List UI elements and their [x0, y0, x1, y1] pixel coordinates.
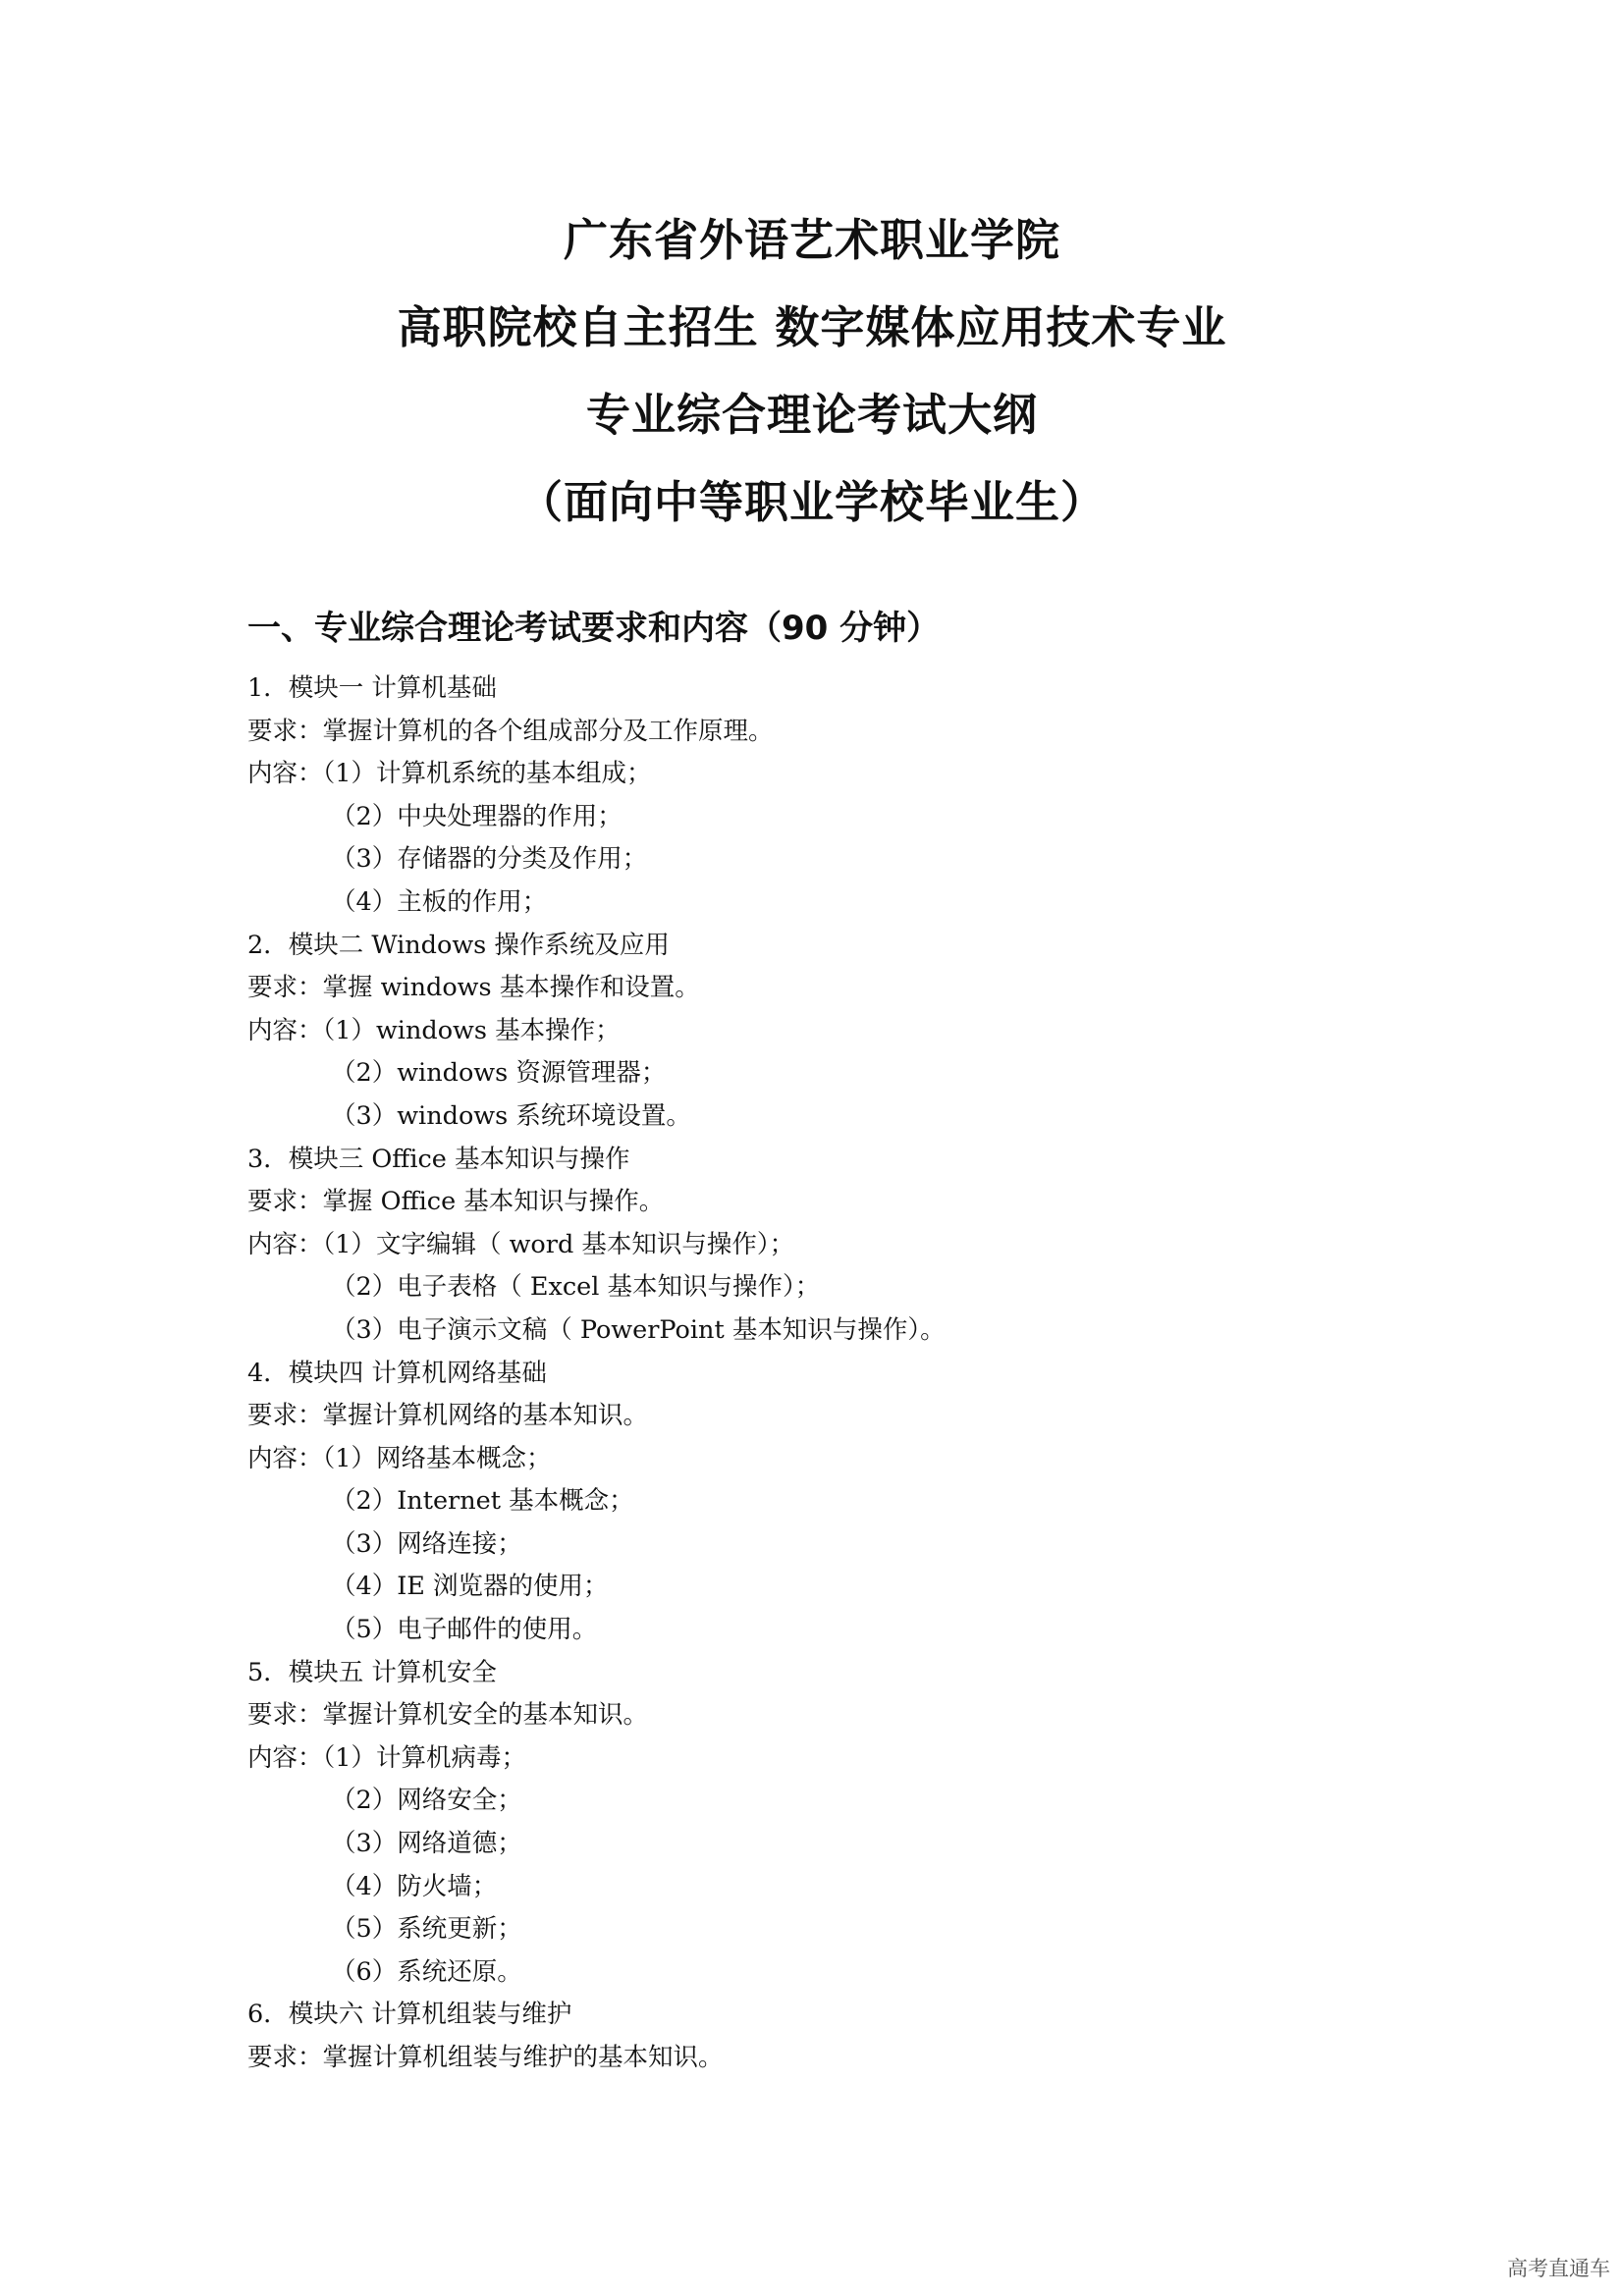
module-content-item: （5）电子邮件的使用。	[331, 1615, 598, 1645]
module-title: 4．模块四 计算机网络基础	[247, 1358, 547, 1388]
module-content-item: （4）防火墙；	[331, 1871, 498, 1901]
module-content-item: （2）windows 资源管理器；	[331, 1058, 667, 1089]
module-content-item: （3）电子演示文稿（ PowerPoint 基本知识与操作）。	[331, 1314, 946, 1345]
module-content-item: 内容：（1）windows 基本操作；	[247, 1015, 621, 1045]
module-requirement: 要求：掌握计算机的各个组成部分及工作原理。	[247, 716, 774, 746]
title-line-program: 高职院校自主招生 数字媒体应用技术专业	[397, 301, 1227, 353]
title-line-school: 广东省外语艺术职业学院	[563, 214, 1060, 266]
document-title	[0, 196, 1624, 546]
module-requirement: 要求：掌握计算机组装与维护的基本知识。	[247, 2043, 724, 2072]
module-content-item: （3）windows 系统环境设置。	[331, 1100, 691, 1131]
module-content-item: （4）IE 浏览器的使用；	[331, 1572, 609, 1602]
watermark-text: 高考直通车	[1507, 2257, 1610, 2280]
module-content-item: （4）主板的作用；	[331, 886, 548, 917]
module-content-item: （2）网络安全；	[331, 1786, 522, 1816]
module-content-item: 内容：（1）计算机系统的基本组成；	[247, 759, 652, 789]
module-content-item: （2）Internet 基本概念；	[331, 1486, 634, 1517]
module-requirement: 要求：掌握 windows 基本操作和设置。	[247, 973, 700, 1003]
module-requirement: 要求：掌握计算机网络的基本知识。	[247, 1401, 649, 1431]
module-content-item: 内容：（1）计算机病毒；	[247, 1742, 526, 1773]
module-content-item: （2）中央处理器的作用；	[331, 801, 623, 831]
module-requirement: 要求：掌握 Office 基本知识与操作。	[247, 1187, 665, 1217]
module-title: 3．模块三 Office 基本知识与操作	[247, 1144, 630, 1174]
modules-body	[247, 667, 1426, 2080]
module-title: 5．模块五 计算机安全	[247, 1657, 497, 1687]
title-line-exam: 专业综合理论考试大纲	[585, 389, 1038, 441]
module-content-item: （3）网络连接；	[331, 1528, 522, 1559]
module-content-item: （5）系统更新；	[331, 1914, 522, 1945]
module-content-item: （2）电子表格（ Excel 基本知识与操作）；	[331, 1272, 821, 1303]
module-title: 2．模块二 Windows 操作系统及应用	[247, 930, 670, 960]
module-content-item: （3）存储器的分类及作用；	[331, 844, 648, 875]
module-content-item: （6）系统还原。	[331, 1956, 522, 1987]
module-title: 6．模块六 计算机组装与维护	[247, 2000, 572, 2030]
module-title: 1．模块一 计算机基础	[247, 673, 497, 703]
section-heading: 一、专业综合理论考试要求和内容（90 分钟）	[247, 609, 941, 648]
module-requirement: 要求：掌握计算机安全的基本知识。	[247, 1700, 649, 1731]
title-line-audience: （面向中等职业学校毕业生）	[517, 476, 1106, 528]
module-content-item: 内容：（1）网络基本概念；	[247, 1443, 552, 1473]
module-content-item: （3）网络道德；	[331, 1829, 522, 1859]
module-content-item: 内容：（1）文字编辑（ word 基本知识与操作）；	[247, 1229, 795, 1259]
